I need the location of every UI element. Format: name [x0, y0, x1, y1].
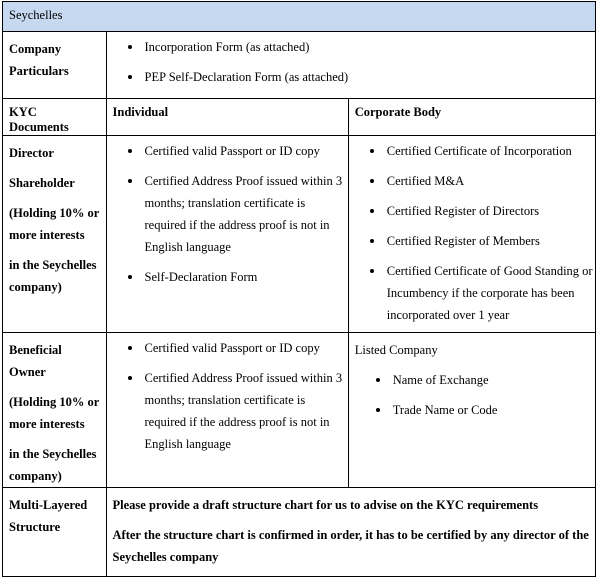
director-label — [3, 136, 107, 333]
beneficial-corporate-cell — [348, 333, 595, 488]
list-item: Trade Name or Code — [355, 399, 589, 421]
header-row — [3, 99, 596, 136]
beneficial-corporate-list — [355, 369, 589, 421]
multi-layered-content — [106, 488, 595, 577]
company-particulars-label — [3, 32, 107, 99]
director-corporate-cell — [348, 136, 595, 333]
company-particulars-list — [107, 36, 595, 88]
holding-label-line: (Holding 10% or more interests — [9, 395, 100, 431]
list-item: Name of Exchange — [355, 369, 589, 391]
kyc-requirements-table — [2, 1, 596, 577]
list-item: Certified Register of Directors — [349, 200, 595, 222]
company-particulars-label-line2: Particulars — [9, 64, 69, 78]
title-row — [3, 2, 596, 32]
structure-chart-request: Please provide a draft structure chart for us to advise on the KYC requirements — [112, 498, 539, 512]
list-item: Certified Address Proof issued within 3 months; translation certificate is required if the address proof is not in English language — [107, 367, 348, 455]
list-item: Certified Certificate of Good Standing or Incumbency if the corporate has been incorporated over 1 year — [349, 260, 595, 326]
individual-header: Individual — [106, 99, 348, 136]
list-item: Incorporation Form (as attached) — [107, 36, 595, 58]
multi-layered-row — [3, 488, 596, 577]
beneficial-individual-list — [107, 337, 348, 455]
company-particulars-content — [106, 32, 595, 99]
director-corporate-list — [349, 140, 595, 326]
list-item: PEP Self-Declaration Form (as attached) — [107, 66, 595, 88]
director-row — [3, 136, 596, 333]
table-title: Seychelles — [3, 2, 596, 32]
kyc-documents-header: KYC Documents — [3, 99, 107, 136]
multi-layered-label-line1: Multi-Layered — [9, 498, 88, 512]
director-individual-cell — [106, 136, 348, 333]
beneficial-owner-label-line: Beneficial Owner — [9, 343, 62, 379]
structure-chart-certification: After the structure chart is confirmed in order, it has to be certified by any director of the Seychelles company — [112, 528, 589, 564]
beneficial-individual-cell — [106, 333, 348, 488]
director-individual-list — [107, 140, 348, 288]
company-particulars-label-line1: Company — [9, 42, 62, 56]
shareholder-label-line: Shareholder — [9, 176, 75, 190]
listed-company-heading: Listed Company — [354, 343, 438, 357]
company-particulars-row — [3, 32, 596, 99]
list-item: Certified Address Proof issued within 3 months; translation certificate is required if the address proof is not in English language — [107, 170, 348, 258]
company-label-line: in the Seychelles company) — [9, 258, 97, 294]
list-item: Certified valid Passport or ID copy — [107, 337, 348, 359]
multi-layered-label-line2: Structure — [9, 520, 61, 534]
list-item: Certified valid Passport or ID copy — [107, 140, 348, 162]
list-item: Certified M&A — [349, 170, 595, 192]
beneficial-owner-row — [3, 333, 596, 488]
beneficial-owner-label — [3, 333, 107, 488]
list-item: Self-Declaration Form — [107, 266, 348, 288]
holding-label-line: (Holding 10% or more interests — [9, 206, 100, 242]
company-label-line: in the Seychelles company) — [9, 447, 97, 483]
director-label-line: Director — [9, 146, 54, 160]
list-item: Certified Certificate of Incorporation — [349, 140, 595, 162]
list-item: Certified Register of Members — [349, 230, 595, 252]
multi-layered-label — [3, 488, 107, 577]
corporate-body-header: Corporate Body — [348, 99, 595, 136]
